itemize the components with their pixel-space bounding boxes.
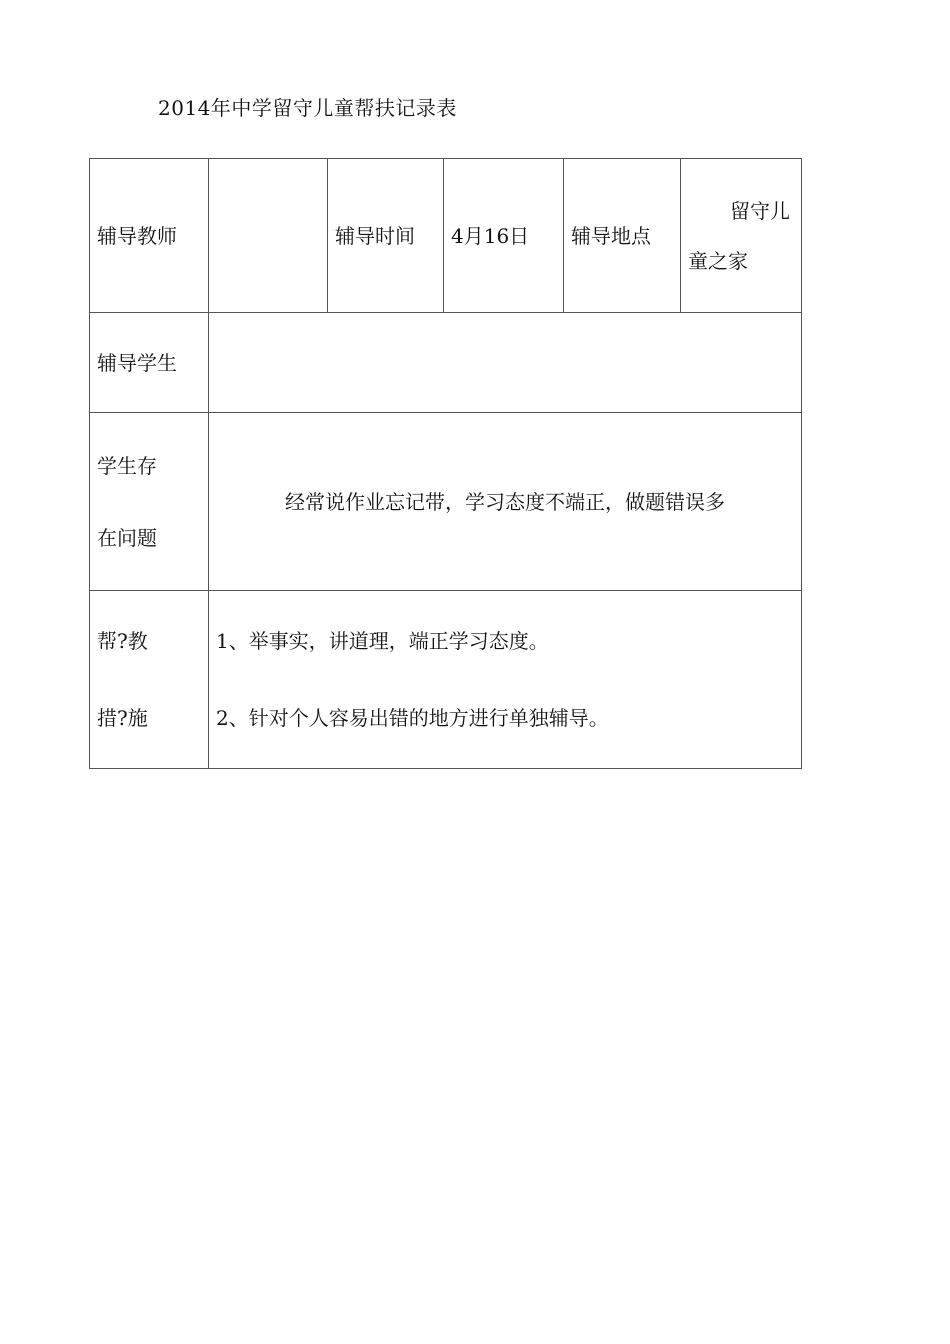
problem-label-line1: 学生存: [97, 453, 157, 478]
record-table: [89, 158, 802, 769]
time-label: 辅导时间: [335, 223, 415, 248]
time-label-cell: [328, 159, 444, 313]
measures-item: 1、举事实，讲道理，端正学习态度。: [216, 629, 549, 653]
student-label-cell: [90, 313, 209, 413]
student-value-cell: [209, 313, 802, 413]
problem-label-line2: 在问题: [97, 525, 157, 550]
table-row-info: [90, 159, 802, 313]
document-title: 2014年中学留守儿童帮扶记录表: [158, 96, 457, 120]
measures-label-line2: 措?施: [97, 706, 148, 730]
problem-label-cell: [90, 413, 209, 591]
measures-label-line1: 帮?教: [97, 629, 148, 653]
measures-label-cell: [90, 591, 209, 769]
teacher-value-cell: [209, 159, 328, 313]
location-value-cell: [681, 159, 802, 313]
time-value: 4月16日: [451, 223, 530, 248]
measures-value-cell: [209, 591, 802, 769]
table-row-measures: [90, 591, 802, 769]
teacher-label-cell: [90, 159, 209, 313]
table-row-student: [90, 313, 802, 413]
problem-value-cell: [209, 413, 802, 591]
location-value-line1: 留守儿: [730, 198, 790, 223]
location-value-line2: 童之家: [688, 248, 748, 273]
table-row-problem: [90, 413, 802, 591]
student-label: 辅导学生: [97, 350, 177, 375]
problem-value: 经常说作业忘记带，学习态度不端正，做题错误多: [285, 489, 725, 514]
location-label: 辅导地点: [571, 223, 651, 248]
teacher-label: 辅导教师: [97, 223, 177, 248]
location-label-cell: [564, 159, 681, 313]
time-value-cell: [444, 159, 564, 313]
measures-item: 2、针对个人容易出错的地方进行单独辅导。: [216, 706, 609, 730]
